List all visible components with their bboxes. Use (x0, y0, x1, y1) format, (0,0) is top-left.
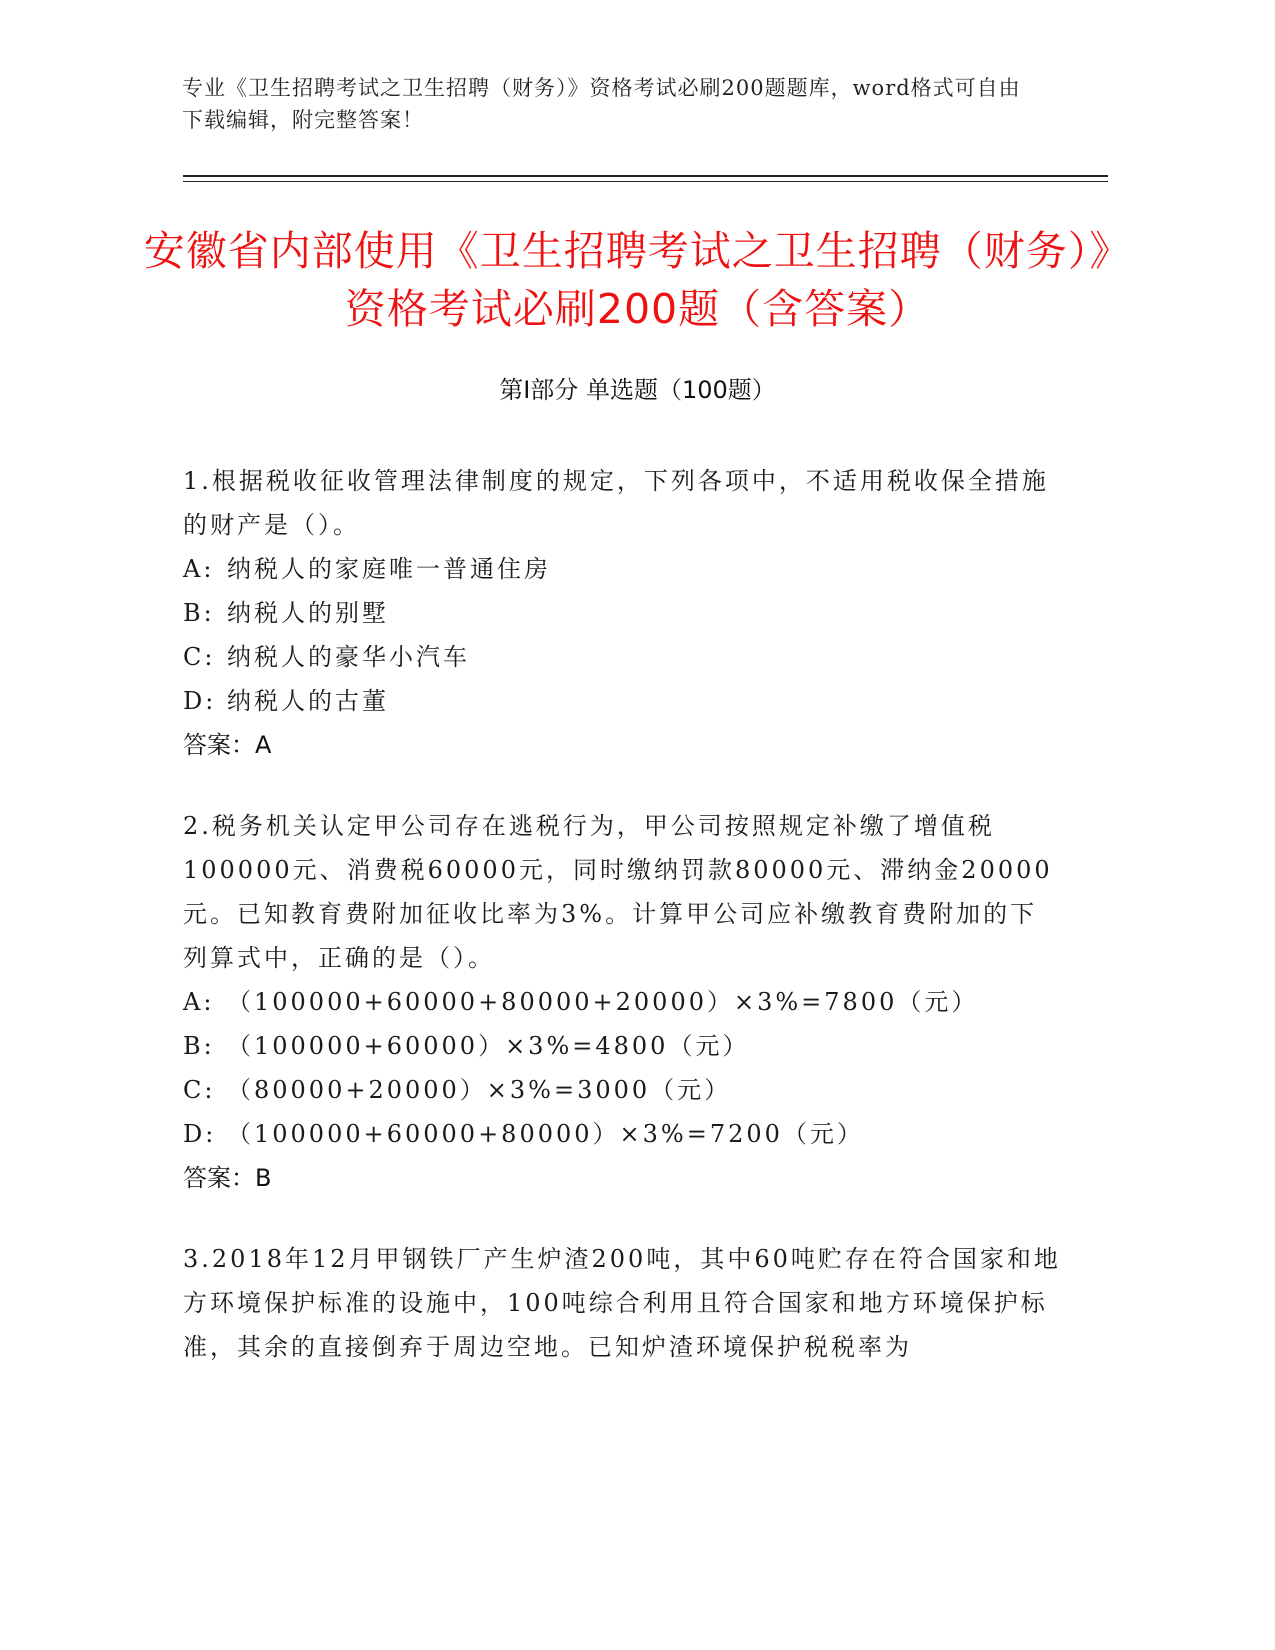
option-text: 纳税人的别墅 (227, 599, 389, 627)
answer-line (183, 1156, 1063, 1200)
option-letter: C: (183, 1076, 216, 1104)
option-letter: B: (183, 599, 215, 627)
question-stem: 3.2018年12月甲钢铁厂产生炉渣200吨，其中60吨贮存在符合国家和地方环境保护标准的设施中，100吨综合利用且符合国家和地方环境保护标准，其余的直接倒弃于周边空地。已知炉渣环境保护税税率为 (183, 1245, 1061, 1361)
option-letter: A: (183, 988, 215, 1016)
option-d (183, 679, 1063, 723)
answer-label: 答案： (183, 731, 255, 759)
option-text: 纳税人的豪华小汽车 (227, 643, 470, 671)
answer-line (183, 723, 1063, 767)
option-text: （100000+60000+80000）×3%=7200（元） (227, 1120, 864, 1148)
header-note: 专业《卫生招聘考试之卫生招聘（财务）》资格考试必刷200题题库，word格式可自由下载编辑，附完整答案！ (182, 76, 1021, 132)
option-c (183, 635, 1063, 679)
question-stem: 2.税务机关认定甲公司存在逃税行为，甲公司按照规定补缴了增值税100000元、消费税60000元，同时缴纳罚款80000元、滞纳金20000元。已知教育费附加征收比率为3%。计算甲公司应补缴教育费附加的下列算式中，正确的是（）。 (183, 812, 1053, 972)
question-2 (183, 804, 1063, 1200)
option-letter: C: (183, 643, 216, 671)
section-heading: 第I部分 单选题（100题） (499, 376, 776, 404)
answer-label: 答案： (183, 1164, 255, 1192)
question-list (183, 459, 1063, 1406)
option-letter: B: (183, 1032, 215, 1060)
question-stem: 1.根据税收征收管理法律制度的规定，下列各项中，不适用税收保全措施的财产是（）。 (183, 467, 1049, 539)
header-divider-thin (183, 181, 1108, 182)
option-text: （100000+60000）×3%=4800（元） (227, 1032, 750, 1060)
option-text: （80000+20000）×3%=3000（元） (227, 1076, 732, 1104)
question-3 (183, 1237, 1063, 1369)
header-divider (183, 175, 1108, 177)
option-letter: A: (183, 555, 215, 583)
option-a (183, 980, 1063, 1024)
option-text: 纳税人的家庭唯一普通住房 (227, 555, 551, 583)
answer-value: A (255, 731, 272, 759)
option-a (183, 547, 1063, 591)
option-b (183, 1024, 1063, 1068)
option-c (183, 1068, 1063, 1112)
option-text: 纳税人的古董 (227, 687, 389, 715)
option-b (183, 591, 1063, 635)
option-letter: D: (183, 1120, 217, 1148)
option-letter: D: (183, 687, 217, 715)
option-text: （100000+60000+80000+20000）×3%=7800（元） (227, 988, 979, 1016)
document-title: 安徽省内部使用《卫生招聘考试之卫生招聘（财务）》资格考试必刷200题（含答案） (143, 227, 1132, 333)
answer-value: B (255, 1164, 272, 1192)
question-1 (183, 459, 1063, 767)
option-d (183, 1112, 1063, 1156)
